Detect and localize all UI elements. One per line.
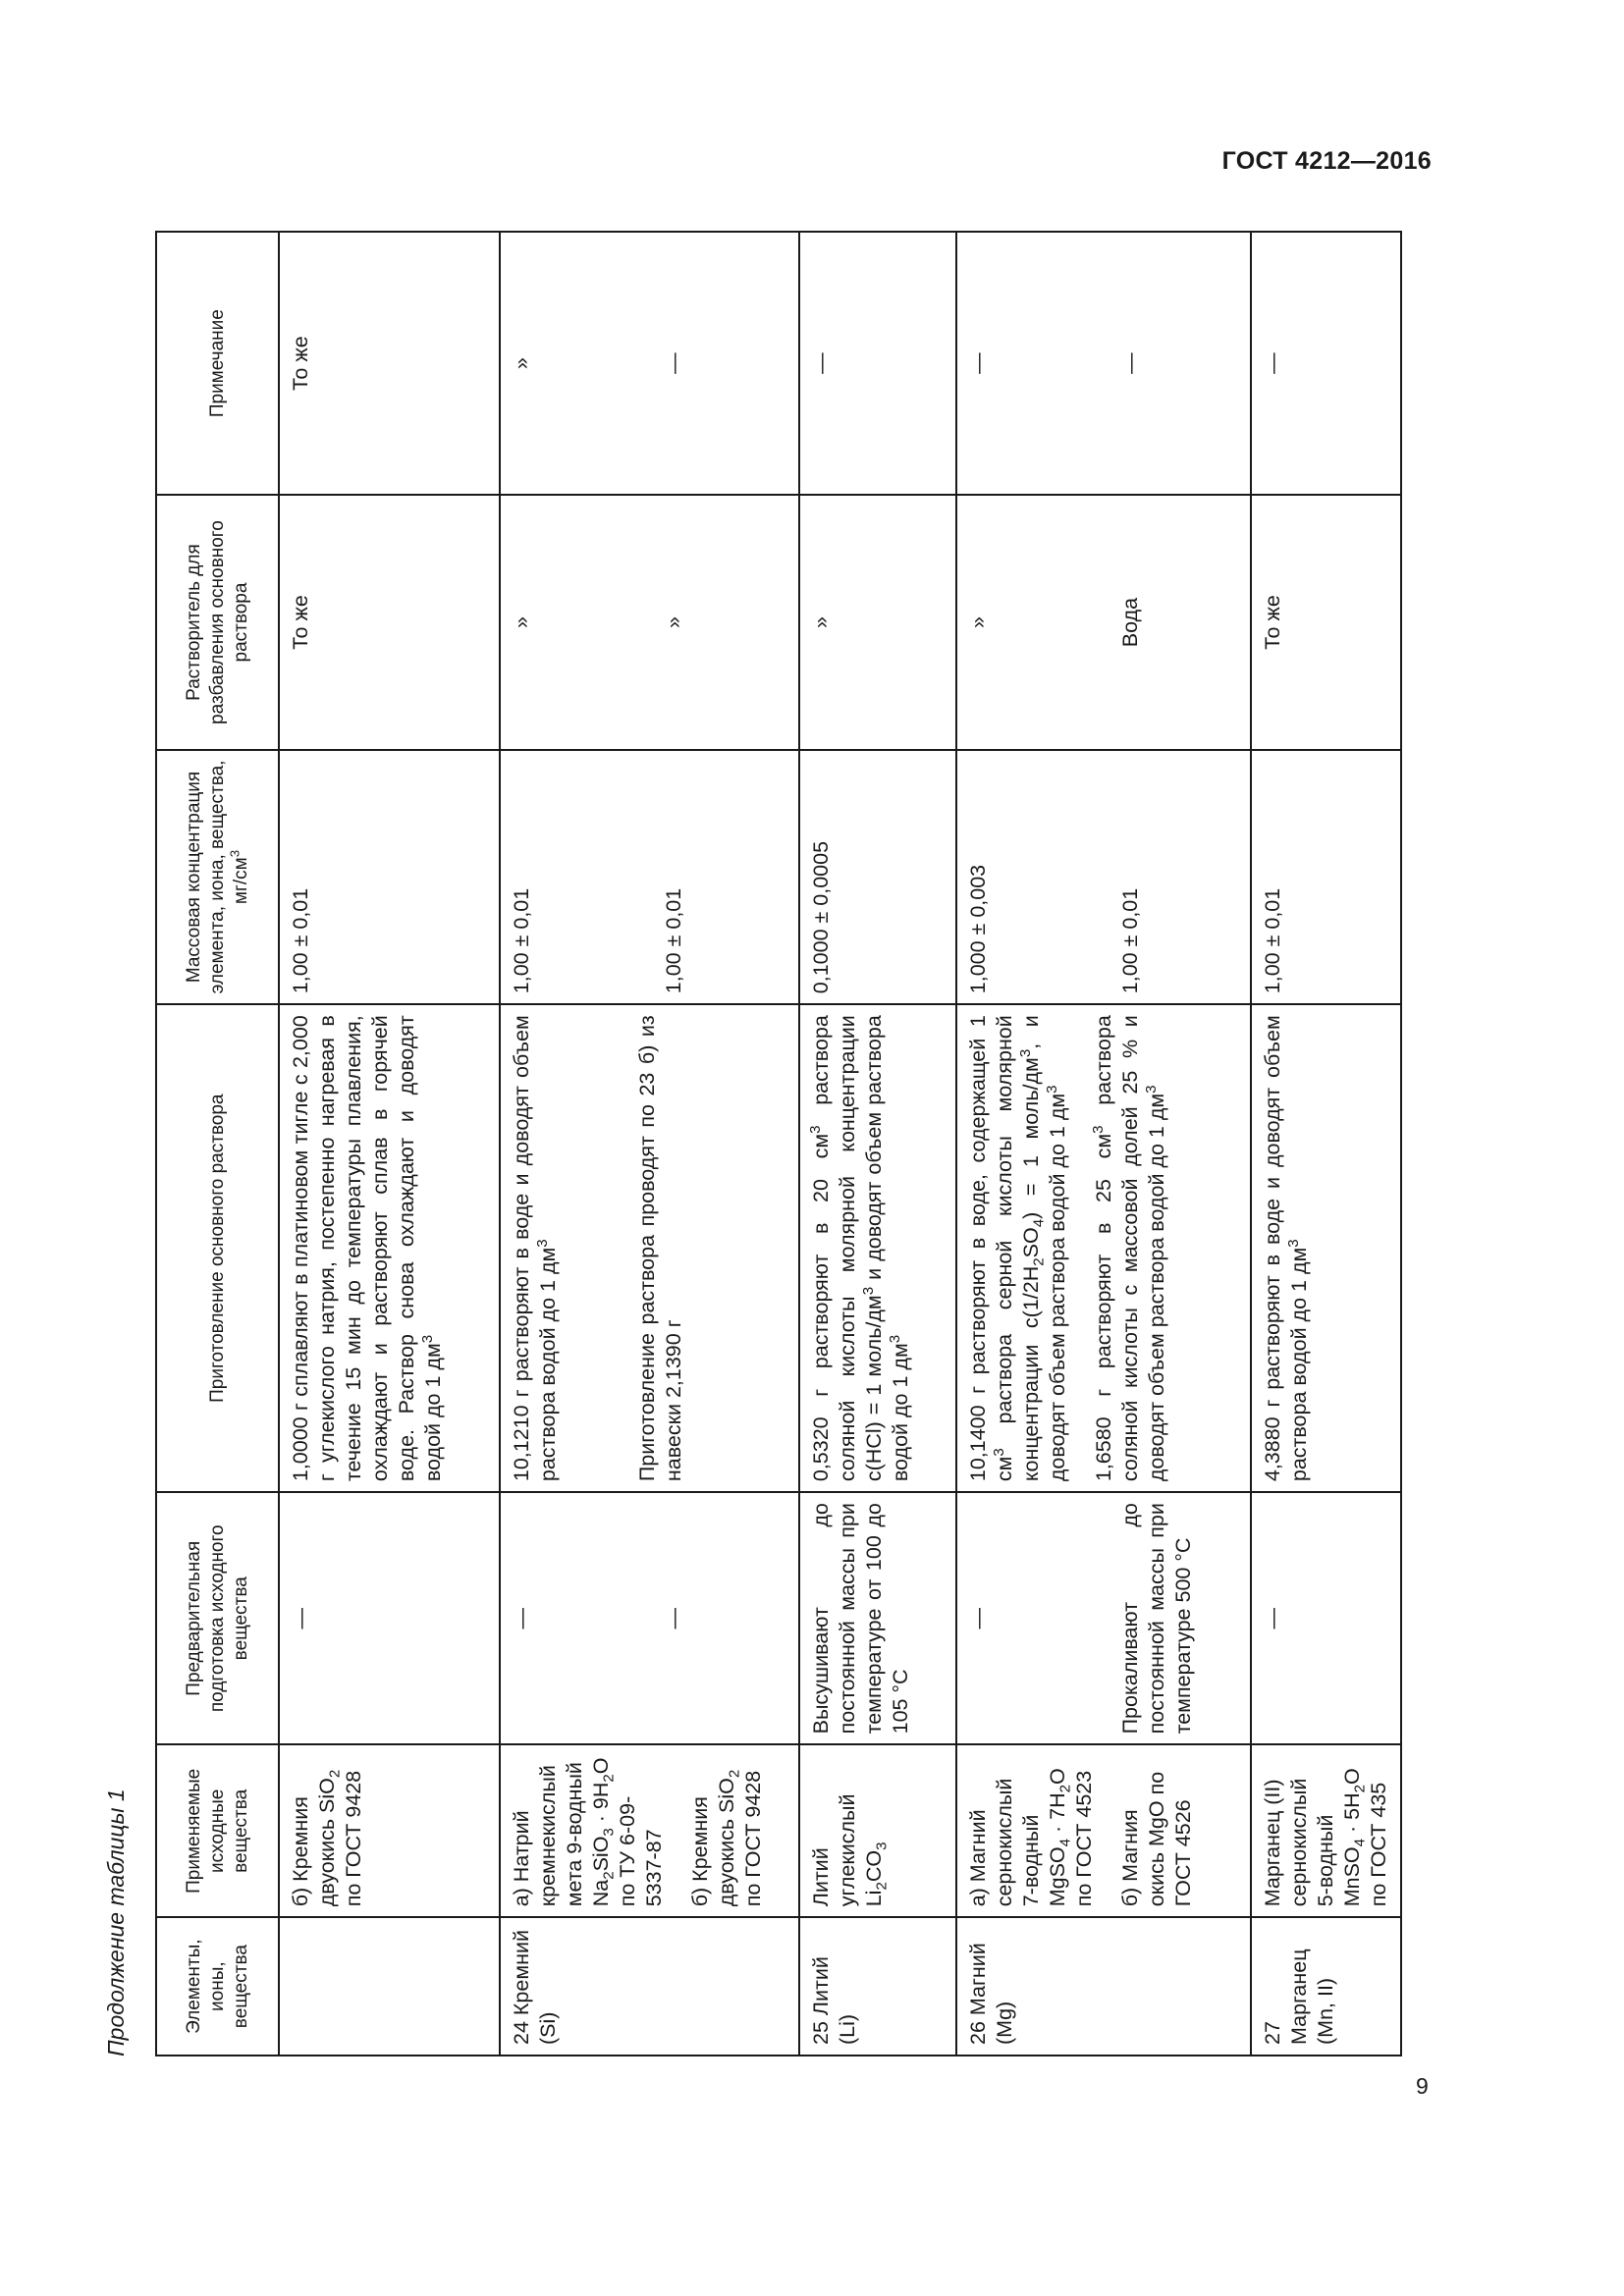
cell-element	[279, 1917, 500, 2056]
table-row	[1251, 232, 1401, 2056]
cell-pretreatment: —	[279, 1492, 500, 1744]
cell-preparation: 10,1210 г растворяют в воде и доводят объем раствора водой до 1 $дм^3$ Приготовление раствора проводят по 23 б) из навески 2,1390 г	[500, 1004, 799, 1492]
table-row	[500, 232, 799, 2056]
page-number: 9	[1416, 2073, 1429, 2099]
cell-concentration: 1,000 ± 0,003 1,00 ± 0,01	[956, 750, 1251, 1004]
cell-pretreatment: Высушивают до постоянной массы при температуре от 100 до 105 °С	[799, 1492, 956, 1744]
cell-element: 24 Кремний (Si)	[500, 1917, 799, 2056]
header-substance: Применяемые исходные вещества	[156, 1744, 279, 1917]
cell-note: —	[1251, 232, 1401, 495]
table-row	[956, 232, 1251, 2056]
cell-pretreatment: — —	[500, 1492, 799, 1744]
cell-concentration: 1,00 ± 0,01 1,00 ± 0,01	[500, 750, 799, 1004]
header-concentration: Массовая концентрация элемента, иона, вещества, $мг/см^3$	[156, 750, 279, 1004]
cell-preparation: 10,1400 г растворяют в воде, содержащей 1 $см^3$ раствора серной кислоты молярной концентрации $с(1/2H_2SO_4) = 1$ моль/$дм^3$, и доводят объем раствора водой до 1 $дм^3$ 1,6580 г растворяют в 25 $см^3$ раствора соляной кислоты с массовой долей 25 % и доводят объем раствора водой до 1 $дм^3$	[956, 1004, 1251, 1492]
cell-element: 26 Магний (Mg)	[956, 1917, 1251, 2056]
cell-solvent: То же	[1251, 495, 1401, 749]
header-element: Элементы, ионы, вещества	[156, 1917, 279, 2056]
cell-pretreatment: — Прокаливают до постоянной массы при температуре 500 °С	[956, 1492, 1251, 1744]
cell-preparation: 4,3880 г растворяют в воде и доводят объем раствора водой до 1 $дм^3$	[1251, 1004, 1401, 1492]
header-preparation: Приготовление основного раствора	[156, 1004, 279, 1492]
document-standard-number: ГОСТ 4212—2016	[1221, 147, 1432, 175]
cell-concentration: 1,00 ± 0,01	[1251, 750, 1401, 1004]
cell-note: — —	[956, 232, 1251, 495]
header-note: Примечание	[156, 232, 279, 495]
cell-solvent: » Вода	[956, 495, 1251, 749]
header-pretreatment: Предварительная подготовка исходного вещества	[156, 1492, 279, 1744]
reagent-table	[155, 231, 1402, 2056]
cell-substance: Марганец (II) сернокислый 5-водный MnSO$_4$ · $5H_2O$ по ГОСТ 435	[1251, 1744, 1401, 1917]
cell-element: 27 Марганец (Mn, II)	[1251, 1917, 1401, 2056]
cell-solvent: То же	[279, 495, 500, 749]
cell-substance: а) Магний сернокислый 7-водный MgSO$_4$ · $7H_2O$ по ГОСТ 4523 б) Магния окись MgO по ГОСТ 4526	[956, 1744, 1251, 1917]
rotated-table-region	[103, 231, 1419, 2056]
cell-note: —	[799, 232, 956, 495]
table-row	[799, 232, 956, 2056]
header-solvent: Растворитель для разбавления основного раствора	[156, 495, 279, 749]
cell-substance: б) Кремния двуокись SiO$_2$ по ГОСТ 9428	[279, 1744, 500, 1917]
cell-note: То же	[279, 232, 500, 495]
cell-preparation: 1,0000 г сплавляют в платиновом тигле с 2,000 г углекислого натрия, постепенно нагревая в течение 15 мин до температуры плавления, охлаждают и растворяют сплав в горячей воде. Раствор снова охлаждают и доводят водой до 1 $дм^3$	[279, 1004, 500, 1492]
cell-substance: Литий углекислый $Li_2CO_3$	[799, 1744, 956, 1917]
table-caption: Продолжение таблицы 1	[103, 1789, 129, 2056]
cell-pretreatment: —	[1251, 1492, 1401, 1744]
cell-solvent: »	[799, 495, 956, 749]
rotated-content	[103, 231, 1419, 2056]
cell-substance: а) Натрий кремнекислый мета 9-водный $Na_2SiO_3 \cdot 9H_2O$ по ТУ 6-09-5337-87 б) Кремния двуокись SiO$_2$ по ГОСТ 9428	[500, 1744, 799, 1917]
cell-concentration: 1,00 ± 0,01	[279, 750, 500, 1004]
cell-concentration: 0,1000 ± 0,0005	[799, 750, 956, 1004]
cell-note: » —	[500, 232, 799, 495]
table-header-row	[156, 232, 279, 2056]
table-row	[279, 232, 500, 2056]
cell-solvent: » »	[500, 495, 799, 749]
cell-preparation: 0,5320 г растворяют в 20 $см^3$ раствора соляной кислоты молярной концентрации с(HCl) = 1 моль/$дм^3$ и доводят объем раствора водой до 1 $дм^3$	[799, 1004, 956, 1492]
cell-element: 25 Литий (Li)	[799, 1917, 956, 2056]
